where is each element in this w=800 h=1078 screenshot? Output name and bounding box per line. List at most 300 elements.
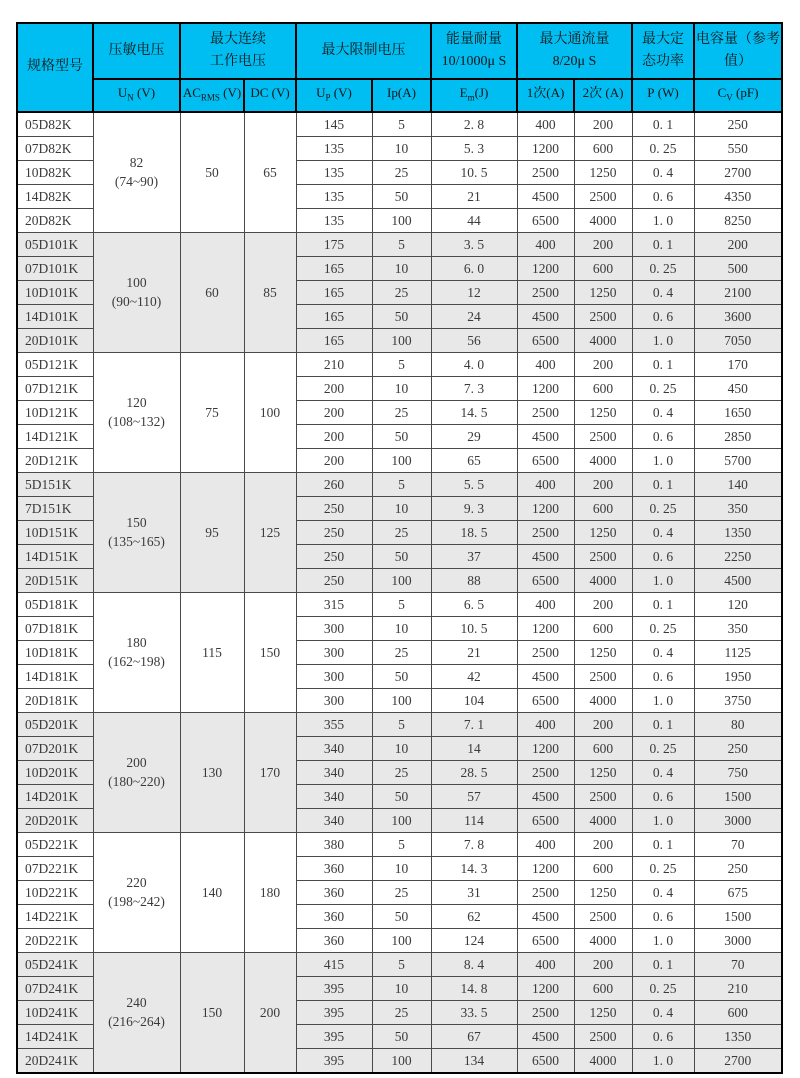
- surge-2-cell: 1250: [574, 280, 632, 304]
- subheader-cv: $C_V$ (pF): [694, 79, 782, 112]
- model-cell: 20D82K: [17, 208, 93, 232]
- header-model: 规格型号: [17, 23, 93, 112]
- table-row: [17, 952, 782, 976]
- model-cell: 10D101K: [17, 280, 93, 304]
- test-current-cell: 100: [372, 808, 431, 832]
- surge-2-cell: 200: [574, 352, 632, 376]
- energy-cell: 28. 5: [431, 760, 517, 784]
- power-cell: 0. 6: [632, 544, 694, 568]
- varistor-voltage-nominal: 220: [126, 875, 147, 891]
- clamping-voltage-cell: 175: [296, 232, 372, 256]
- clamping-voltage-cell: 200: [296, 400, 372, 424]
- surge-1-cell: 1200: [517, 256, 574, 280]
- model-cell: 10D121K: [17, 400, 93, 424]
- varistor-voltage-nominal: 240: [126, 995, 147, 1011]
- clamping-voltage-cell: 250: [296, 520, 372, 544]
- test-current-cell: 5: [372, 712, 431, 736]
- header-surge: [517, 23, 632, 79]
- capacitance-cell: 1500: [694, 904, 782, 928]
- power-cell: 0. 4: [632, 160, 694, 184]
- test-current-cell: 5: [372, 112, 431, 137]
- dc-voltage-cell: 180: [244, 832, 296, 952]
- model-cell: 05D201K: [17, 712, 93, 736]
- capacitance-cell: 210: [694, 976, 782, 1000]
- clamping-voltage-cell: 415: [296, 952, 372, 976]
- clamping-voltage-cell: 135: [296, 208, 372, 232]
- surge-2-cell: 200: [574, 112, 632, 137]
- surge-2-cell: 1250: [574, 1000, 632, 1024]
- surge-1-cell: 400: [517, 952, 574, 976]
- surge-1-cell: 400: [517, 352, 574, 376]
- capacitance-cell: 7050: [694, 328, 782, 352]
- energy-cell: 44: [431, 208, 517, 232]
- power-cell: 1. 0: [632, 568, 694, 592]
- surge-1-cell: 6500: [517, 928, 574, 952]
- clamping-voltage-cell: 145: [296, 112, 372, 137]
- surge-2-cell: 1250: [574, 520, 632, 544]
- model-cell: 10D201K: [17, 760, 93, 784]
- capacitance-cell: 5700: [694, 448, 782, 472]
- test-current-cell: 100: [372, 688, 431, 712]
- test-current-cell: 5: [372, 472, 431, 496]
- energy-cell: 21: [431, 640, 517, 664]
- ac-voltage-cell: 140: [180, 832, 244, 952]
- energy-cell: 6. 5: [431, 592, 517, 616]
- capacitance-cell: 3600: [694, 304, 782, 328]
- varistor-voltage-cell: [93, 712, 180, 832]
- surge-2-cell: 200: [574, 592, 632, 616]
- test-current-cell: 50: [372, 544, 431, 568]
- dc-voltage-cell: 125: [244, 472, 296, 592]
- surge-2-cell: 600: [574, 976, 632, 1000]
- clamping-voltage-cell: 360: [296, 856, 372, 880]
- test-current-cell: 100: [372, 448, 431, 472]
- energy-cell: 37: [431, 544, 517, 568]
- clamping-voltage-cell: 340: [296, 760, 372, 784]
- power-cell: 0. 6: [632, 1024, 694, 1048]
- model-cell: 05D101K: [17, 232, 93, 256]
- varistor-voltage-range: (90~110): [111, 294, 162, 310]
- clamping-voltage-cell: 395: [296, 976, 372, 1000]
- test-current-cell: 100: [372, 568, 431, 592]
- clamping-voltage-cell: 165: [296, 256, 372, 280]
- test-current-cell: 50: [372, 784, 431, 808]
- header-energy-line1: 能量耐量: [446, 32, 502, 47]
- capacitance-cell: 1950: [694, 664, 782, 688]
- surge-2-cell: 4000: [574, 688, 632, 712]
- table-row: [17, 112, 782, 137]
- ac-voltage-cell: 50: [180, 112, 244, 233]
- clamping-voltage-cell: 360: [296, 880, 372, 904]
- surge-1-cell: 1200: [517, 376, 574, 400]
- surge-2-cell: 1250: [574, 400, 632, 424]
- header-capacitance: [694, 23, 782, 79]
- clamping-voltage-cell: 250: [296, 568, 372, 592]
- surge-2-cell: 600: [574, 136, 632, 160]
- power-cell: 0. 1: [632, 352, 694, 376]
- subheader-ac: $AC_{RMS}$ (V): [180, 79, 244, 112]
- power-cell: 1. 0: [632, 688, 694, 712]
- capacitance-cell: 675: [694, 880, 782, 904]
- energy-cell: 2. 8: [431, 112, 517, 137]
- capacitance-cell: 2850: [694, 424, 782, 448]
- surge-2-cell: 2500: [574, 424, 632, 448]
- capacitance-cell: 550: [694, 136, 782, 160]
- varistor-voltage-nominal: 200: [126, 755, 147, 771]
- power-cell: 0. 4: [632, 280, 694, 304]
- energy-cell: 14. 3: [431, 856, 517, 880]
- power-cell: 0. 25: [632, 496, 694, 520]
- subheader-power: P (W): [632, 79, 694, 112]
- capacitance-cell: 70: [694, 952, 782, 976]
- surge-2-cell: 1250: [574, 160, 632, 184]
- model-cell: 10D151K: [17, 520, 93, 544]
- model-cell: 05D82K: [17, 112, 93, 137]
- model-cell: 10D241K: [17, 1000, 93, 1024]
- power-cell: 0. 6: [632, 664, 694, 688]
- capacitance-cell: 3750: [694, 688, 782, 712]
- capacitance-cell: 1650: [694, 400, 782, 424]
- power-cell: 0. 6: [632, 304, 694, 328]
- clamping-voltage-cell: 165: [296, 280, 372, 304]
- power-cell: 0. 1: [632, 112, 694, 137]
- varistor-voltage-cell: [93, 352, 180, 472]
- power-cell: 0. 4: [632, 1000, 694, 1024]
- energy-cell: 7. 1: [431, 712, 517, 736]
- capacitance-cell: 1125: [694, 640, 782, 664]
- model-cell: 07D181K: [17, 616, 93, 640]
- surge-2-cell: 4000: [574, 568, 632, 592]
- model-cell: 20D101K: [17, 328, 93, 352]
- clamping-voltage-cell: 135: [296, 136, 372, 160]
- power-cell: 0. 6: [632, 904, 694, 928]
- subheader-up: $U_P$ (V): [296, 79, 372, 112]
- surge-2-cell: 600: [574, 376, 632, 400]
- test-current-cell: 50: [372, 664, 431, 688]
- power-cell: 0. 4: [632, 640, 694, 664]
- subheader-ip: Ip(A): [372, 79, 431, 112]
- surge-2-cell: 4000: [574, 1048, 632, 1073]
- varistor-voltage-nominal: 120: [126, 395, 147, 411]
- model-cell: 20D241K: [17, 1048, 93, 1073]
- model-cell: 05D221K: [17, 832, 93, 856]
- header-clamping-voltage: 最大限制电压: [296, 23, 431, 79]
- model-cell: 14D151K: [17, 544, 93, 568]
- energy-cell: 3. 5: [431, 232, 517, 256]
- varistor-voltage-cell: [93, 592, 180, 712]
- energy-cell: 12: [431, 280, 517, 304]
- test-current-cell: 5: [372, 592, 431, 616]
- surge-1-cell: 1200: [517, 736, 574, 760]
- dc-voltage-cell: 200: [244, 952, 296, 1073]
- surge-1-cell: 400: [517, 592, 574, 616]
- surge-1-cell: 6500: [517, 808, 574, 832]
- surge-1-cell: 2500: [517, 1000, 574, 1024]
- subheader-energy: $E_m(J)$: [431, 79, 517, 112]
- test-current-cell: 25: [372, 640, 431, 664]
- test-current-cell: 25: [372, 760, 431, 784]
- header-surge-line1: 最大通流量: [539, 32, 610, 47]
- surge-1-cell: 400: [517, 232, 574, 256]
- clamping-voltage-cell: 340: [296, 736, 372, 760]
- test-current-cell: 50: [372, 1024, 431, 1048]
- power-cell: 0. 25: [632, 736, 694, 760]
- test-current-cell: 25: [372, 520, 431, 544]
- clamping-voltage-cell: 380: [296, 832, 372, 856]
- power-cell: 0. 1: [632, 832, 694, 856]
- header-energy-line2: 10/1000μ S: [441, 54, 507, 69]
- test-current-cell: 50: [372, 184, 431, 208]
- dc-voltage-cell: 100: [244, 352, 296, 472]
- energy-cell: 9. 3: [431, 496, 517, 520]
- clamping-voltage-cell: 300: [296, 616, 372, 640]
- ac-voltage-cell: 95: [180, 472, 244, 592]
- header-power-line2: 态功率: [642, 54, 684, 69]
- power-cell: 0. 6: [632, 424, 694, 448]
- capacitance-cell: 4350: [694, 184, 782, 208]
- table-row: [17, 832, 782, 856]
- subheader-dc: DC (V): [244, 79, 296, 112]
- surge-1-cell: 400: [517, 712, 574, 736]
- surge-2-cell: 600: [574, 856, 632, 880]
- capacitance-cell: 2250: [694, 544, 782, 568]
- power-cell: 0. 4: [632, 760, 694, 784]
- ac-voltage-cell: 60: [180, 232, 244, 352]
- clamping-voltage-cell: 360: [296, 904, 372, 928]
- model-cell: 05D241K: [17, 952, 93, 976]
- varistor-voltage-cell: [93, 952, 180, 1073]
- model-cell: 14D241K: [17, 1024, 93, 1048]
- test-current-cell: 5: [372, 832, 431, 856]
- surge-2-cell: 600: [574, 496, 632, 520]
- model-cell: 20D221K: [17, 928, 93, 952]
- energy-cell: 114: [431, 808, 517, 832]
- surge-1-cell: 2500: [517, 160, 574, 184]
- test-current-cell: 100: [372, 208, 431, 232]
- surge-1-cell: 1200: [517, 136, 574, 160]
- surge-1-cell: 4500: [517, 784, 574, 808]
- clamping-voltage-cell: 135: [296, 184, 372, 208]
- power-cell: 0. 1: [632, 232, 694, 256]
- surge-2-cell: 200: [574, 832, 632, 856]
- surge-1-cell: 1200: [517, 976, 574, 1000]
- surge-2-cell: 4000: [574, 448, 632, 472]
- model-cell: 14D121K: [17, 424, 93, 448]
- model-cell: 05D121K: [17, 352, 93, 376]
- capacitance-cell: 250: [694, 856, 782, 880]
- energy-cell: 124: [431, 928, 517, 952]
- capacitance-cell: 750: [694, 760, 782, 784]
- power-cell: 0. 25: [632, 976, 694, 1000]
- clamping-voltage-cell: 165: [296, 304, 372, 328]
- surge-2-cell: 2500: [574, 784, 632, 808]
- energy-cell: 6. 0: [431, 256, 517, 280]
- clamping-voltage-cell: 300: [296, 640, 372, 664]
- spec-table: [16, 22, 783, 1074]
- model-cell: 7D151K: [17, 496, 93, 520]
- power-cell: 0. 25: [632, 256, 694, 280]
- surge-2-cell: 2500: [574, 304, 632, 328]
- surge-2-cell: 200: [574, 712, 632, 736]
- model-cell: 10D181K: [17, 640, 93, 664]
- power-cell: 0. 1: [632, 952, 694, 976]
- varistor-voltage-nominal: 100: [126, 275, 147, 291]
- surge-1-cell: 6500: [517, 448, 574, 472]
- dc-voltage-cell: 170: [244, 712, 296, 832]
- header-continuous-voltage: [180, 23, 296, 79]
- clamping-voltage-cell: 135: [296, 160, 372, 184]
- power-cell: 1. 0: [632, 928, 694, 952]
- energy-cell: 104: [431, 688, 517, 712]
- table-row: [17, 592, 782, 616]
- surge-1-cell: 6500: [517, 208, 574, 232]
- varistor-voltage-nominal: 180: [126, 635, 147, 651]
- clamping-voltage-cell: 165: [296, 328, 372, 352]
- clamping-voltage-cell: 200: [296, 448, 372, 472]
- model-cell: 14D181K: [17, 664, 93, 688]
- energy-cell: 7. 3: [431, 376, 517, 400]
- capacitance-cell: 1350: [694, 1024, 782, 1048]
- subheader-un: $U_N$ (V): [93, 79, 180, 112]
- surge-2-cell: 4000: [574, 208, 632, 232]
- test-current-cell: 5: [372, 352, 431, 376]
- surge-1-cell: 6500: [517, 568, 574, 592]
- surge-2-cell: 2500: [574, 544, 632, 568]
- surge-1-cell: 4500: [517, 1024, 574, 1048]
- capacitance-cell: 3000: [694, 808, 782, 832]
- test-current-cell: 5: [372, 232, 431, 256]
- surge-2-cell: 2500: [574, 904, 632, 928]
- test-current-cell: 100: [372, 928, 431, 952]
- model-cell: 14D201K: [17, 784, 93, 808]
- header-capacitance-line1: 电容量（参考: [696, 32, 780, 47]
- varistor-voltage-nominal: 150: [126, 515, 147, 531]
- clamping-voltage-cell: 300: [296, 664, 372, 688]
- model-cell: 07D201K: [17, 736, 93, 760]
- model-cell: 20D181K: [17, 688, 93, 712]
- capacitance-cell: 1350: [694, 520, 782, 544]
- capacitance-cell: 2700: [694, 160, 782, 184]
- surge-2-cell: 4000: [574, 328, 632, 352]
- test-current-cell: 50: [372, 904, 431, 928]
- clamping-voltage-cell: 360: [296, 928, 372, 952]
- test-current-cell: 10: [372, 976, 431, 1000]
- header-varistor-voltage: 压敏电压: [93, 23, 180, 79]
- header-capacitance-line2: 值）: [724, 54, 752, 69]
- capacitance-cell: 140: [694, 472, 782, 496]
- power-cell: 1. 0: [632, 328, 694, 352]
- dc-voltage-cell: 85: [244, 232, 296, 352]
- clamping-voltage-cell: 395: [296, 1024, 372, 1048]
- clamping-voltage-cell: 200: [296, 424, 372, 448]
- varistor-voltage-cell: [93, 232, 180, 352]
- surge-2-cell: 4000: [574, 808, 632, 832]
- varistor-voltage-range: (216~264): [108, 1014, 165, 1030]
- test-current-cell: 25: [372, 280, 431, 304]
- ac-voltage-cell: 150: [180, 952, 244, 1073]
- energy-cell: 10. 5: [431, 616, 517, 640]
- capacitance-cell: 2100: [694, 280, 782, 304]
- energy-cell: 5. 3: [431, 136, 517, 160]
- power-cell: 0. 6: [632, 784, 694, 808]
- surge-1-cell: 4500: [517, 184, 574, 208]
- capacitance-cell: 250: [694, 736, 782, 760]
- surge-1-cell: 1200: [517, 856, 574, 880]
- energy-cell: 62: [431, 904, 517, 928]
- capacitance-cell: 200: [694, 232, 782, 256]
- clamping-voltage-cell: 200: [296, 376, 372, 400]
- energy-cell: 56: [431, 328, 517, 352]
- header-power: [632, 23, 694, 79]
- surge-1-cell: 6500: [517, 1048, 574, 1073]
- capacitance-cell: 1500: [694, 784, 782, 808]
- clamping-voltage-cell: 250: [296, 544, 372, 568]
- test-current-cell: 50: [372, 424, 431, 448]
- test-current-cell: 10: [372, 496, 431, 520]
- surge-1-cell: 400: [517, 112, 574, 137]
- surge-1-cell: 2500: [517, 640, 574, 664]
- surge-1-cell: 4500: [517, 904, 574, 928]
- surge-2-cell: 2500: [574, 664, 632, 688]
- surge-2-cell: 1250: [574, 760, 632, 784]
- test-current-cell: 25: [372, 880, 431, 904]
- surge-2-cell: 4000: [574, 928, 632, 952]
- capacitance-cell: 2700: [694, 1048, 782, 1073]
- power-cell: 1. 0: [632, 448, 694, 472]
- energy-cell: 24: [431, 304, 517, 328]
- header-power-line1: 最大定: [642, 32, 684, 47]
- varistor-voltage-cell: [93, 472, 180, 592]
- energy-cell: 4. 0: [431, 352, 517, 376]
- model-cell: 10D221K: [17, 880, 93, 904]
- model-cell: 07D82K: [17, 136, 93, 160]
- clamping-voltage-cell: 395: [296, 1048, 372, 1073]
- energy-cell: 18. 5: [431, 520, 517, 544]
- surge-2-cell: 600: [574, 736, 632, 760]
- energy-cell: 134: [431, 1048, 517, 1073]
- surge-2-cell: 1250: [574, 880, 632, 904]
- model-cell: 20D201K: [17, 808, 93, 832]
- model-cell: 05D181K: [17, 592, 93, 616]
- clamping-voltage-cell: 260: [296, 472, 372, 496]
- spec-table-body: [17, 112, 782, 1073]
- capacitance-cell: 600: [694, 1000, 782, 1024]
- capacitance-cell: 250: [694, 112, 782, 137]
- table-header: [17, 23, 782, 112]
- model-cell: 07D121K: [17, 376, 93, 400]
- clamping-voltage-cell: 340: [296, 784, 372, 808]
- surge-1-cell: 2500: [517, 520, 574, 544]
- table-row: [17, 352, 782, 376]
- power-cell: 0. 25: [632, 376, 694, 400]
- varistor-voltage-nominal: 82: [129, 155, 144, 171]
- dc-voltage-cell: 65: [244, 112, 296, 233]
- ac-voltage-cell: 75: [180, 352, 244, 472]
- power-cell: 0. 1: [632, 712, 694, 736]
- test-current-cell: 100: [372, 328, 431, 352]
- surge-1-cell: 6500: [517, 328, 574, 352]
- energy-cell: 14. 5: [431, 400, 517, 424]
- capacitance-cell: 350: [694, 496, 782, 520]
- table-row: [17, 472, 782, 496]
- test-current-cell: 10: [372, 376, 431, 400]
- capacitance-cell: 3000: [694, 928, 782, 952]
- power-cell: 0. 4: [632, 520, 694, 544]
- clamping-voltage-cell: 315: [296, 592, 372, 616]
- power-cell: 1. 0: [632, 808, 694, 832]
- power-cell: 0. 25: [632, 616, 694, 640]
- header-continuous-line1: 最大连续: [210, 32, 266, 47]
